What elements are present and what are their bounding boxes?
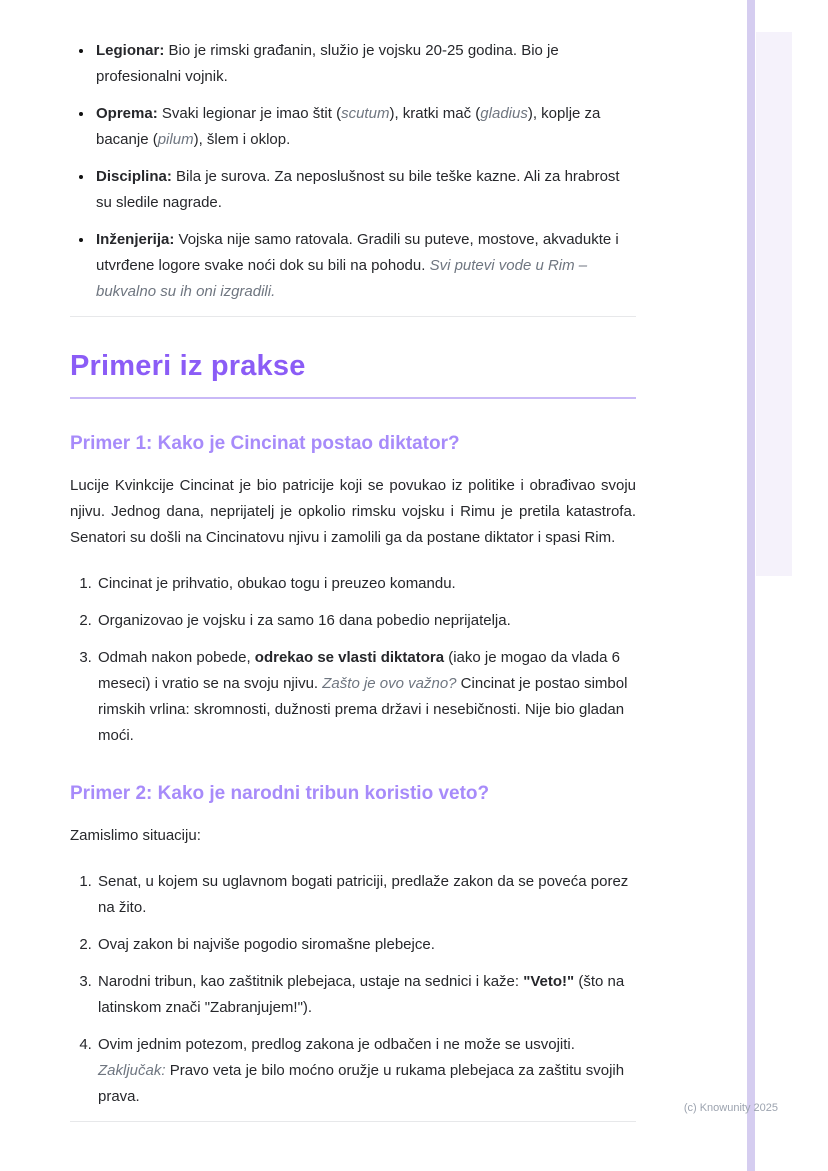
page-title: Primeri iz prakse xyxy=(70,350,306,382)
example2-steps xyxy=(70,869,636,1110)
example2-intro: Zamislimo situaciju: xyxy=(70,827,201,844)
numbered-item: 3. Narodni tribun, kao zaštitnik plebejaca, ustaje na sednici i kaže: "Veto!" (što na latinskom znači "Zabranjujem!"). xyxy=(96,969,636,1021)
numbered-item: 1. Senat, u kojem su uglavnom bogati patriciji, predlaže zakon da se poveća porez na žito. xyxy=(96,869,636,921)
example1-steps xyxy=(70,571,636,749)
copyright-footer: (c) Knowunity 2025 xyxy=(683,1102,778,1114)
bullet-list xyxy=(70,38,636,305)
right-margin-highlight xyxy=(756,32,792,576)
example1-heading: Primer 1: Kako je Cincinat postao diktator? xyxy=(70,433,460,454)
section-divider xyxy=(70,316,636,317)
example1-paragraph: Lucije Kvinkcije Cincinat je bio patricije koji se povukao iz politike i obrađivao svoju njivu. Jednog dana, neprijatelj je opkolio rimsku vojsku i Rimu je pretila katastrofa. Senatori su došli na Cincinatovu njivu i zamolili ga da postane diktator i spasi Rim. xyxy=(70,477,636,546)
title-underline xyxy=(70,397,636,399)
scrollbar-thumb[interactable] xyxy=(747,0,755,1171)
numbered-item: 2. Ovaj zakon bi najviše pogodio siromašne plebejce. xyxy=(96,932,636,958)
list-item-inzenjerija: • Inženjerija: Vojska nije samo ratovala. Gradili su puteve, mostove, akvadukte i utvrđene logore svake noći dok su bili na pohodu. Svi putevi vode u Rim – bukvalno su ih oni izgradili. xyxy=(94,227,636,305)
numbered-item: 1. Cincinat je prihvatio, obukao togu i preuzeo komandu. xyxy=(96,571,636,597)
content-column xyxy=(70,0,636,1121)
list-item-legionar: • Legionar: Bio je rimski građanin, služio je vojsku 20-25 godina. Bio je profesionalni vojnik. xyxy=(94,38,636,90)
list-item-oprema: • Oprema: Svaki legionar je imao štit (scutum), kratki mač (gladius), koplje za bacanje (pilum), šlem i oklop. xyxy=(94,101,636,153)
example2-heading: Primer 2: Kako je narodni tribun koristio veto? xyxy=(70,783,490,804)
list-item-disciplina: • Disciplina: Bila je surova. Za neposlušnost su bile teške kazne. Ali za hrabrost su sledile nagrade. xyxy=(94,164,636,216)
numbered-item: 2. Organizovao je vojsku i za samo 16 dana pobedio neprijatelja. xyxy=(96,608,636,634)
footer-divider xyxy=(70,1121,636,1122)
numbered-item: 4. Ovim jednim potezom, predlog zakona je odbačen i ne može se usvojiti. Zaključak: Pravo veta je bilo moćno oružje u rukama plebejaca za zaštitu svojih prava. xyxy=(96,1032,636,1110)
numbered-item: 3. Odmah nakon pobede, odrekao se vlasti diktatora (iako je mogao da vlada 6 meseci) i vratio se na svoju njivu. Zašto je ovo važno? Cincinat je postao simbol rimskih vrlina: skromnosti, dužnosti prema državi i nesebičnosti. Nije bio gladan moći. xyxy=(96,645,636,749)
